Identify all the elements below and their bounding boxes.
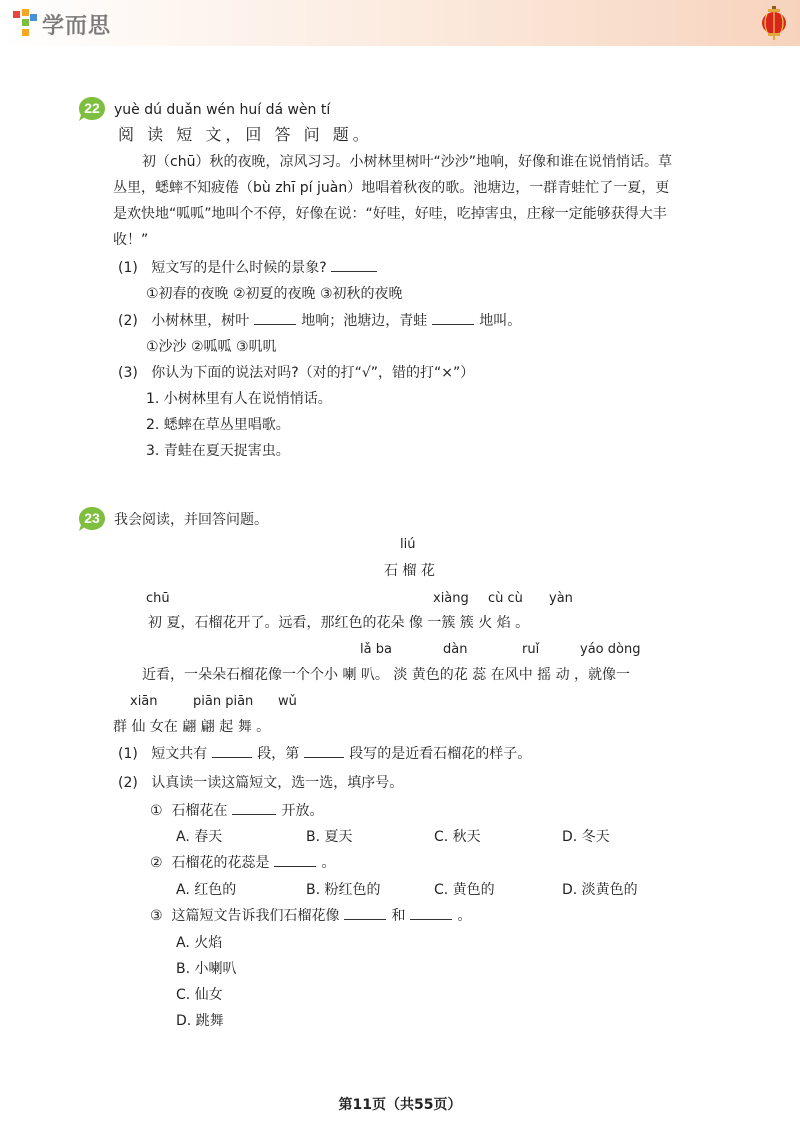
passage-line: 初 夏，石榴花开了。远看，那红色的花朵 像 一簇 簇 火 焰 。 xyxy=(148,615,530,631)
sub-question-1: (1) 短文写的是什么时候的景象? xyxy=(118,258,377,278)
sub-question-2: (2) 认真读一读这篇短文，选一选，填序号。 xyxy=(118,775,404,791)
pinyin: yàn xyxy=(549,591,573,606)
answer-blank[interactable] xyxy=(304,757,344,758)
sub-question-3: (3) 你认为下面的说法对吗?（对的打“√”，错的打“×”） xyxy=(118,365,475,381)
pinyin: dàn xyxy=(443,642,468,657)
answer-blank[interactable] xyxy=(274,866,316,867)
logo-text: 学而思 xyxy=(42,13,112,39)
answer-blank[interactable] xyxy=(410,919,452,920)
options: ①初春的夜晚 ②初夏的夜晚 ③初秋的夜晚 xyxy=(146,286,403,302)
statement-item: 3. 青蛙在夏天捉害虫。 xyxy=(146,443,290,459)
statement-item: 2. 蟋蟀在草丛里唱歌。 xyxy=(146,417,290,433)
pinyin: wǔ xyxy=(278,694,297,709)
pinyin: ruǐ xyxy=(522,642,540,657)
option: C. 秋天 xyxy=(434,829,481,845)
option: B. 小喇叭 xyxy=(176,961,237,977)
passage-line: 丛里，蟋蟀不知疲倦（bù zhī pí juàn）地唱着秋夜的歌。池塘边，一群青蛙忙了一夏，更 xyxy=(113,180,670,196)
pinyin: chū xyxy=(146,591,170,606)
option: C. 仙女 xyxy=(176,987,223,1003)
passage-line: 收！” xyxy=(113,232,149,248)
lantern-icon xyxy=(760,6,788,40)
pinyin: lǎ ba xyxy=(360,642,392,657)
option: D. 跳舞 xyxy=(176,1013,224,1029)
page-header xyxy=(0,0,800,46)
page-number: 第11页（共55页） xyxy=(338,1097,462,1113)
logo xyxy=(12,8,111,40)
sub-question-1: (1) 短文共有 段，第 段写的是近看石榴花的样子。 xyxy=(118,746,532,762)
question-number-badge xyxy=(78,96,106,122)
title-pinyin: yuè dú duǎn wén huí dá wèn tí xyxy=(114,102,331,118)
option: C. 黄色的 xyxy=(434,882,495,898)
options: ①沙沙 ②呱呱 ③叽叽 xyxy=(146,339,277,355)
option: A. 红色的 xyxy=(176,882,237,898)
answer-blank[interactable] xyxy=(432,324,474,325)
answer-blank[interactable] xyxy=(331,271,377,272)
answer-blank[interactable] xyxy=(212,757,252,758)
logo-icon xyxy=(12,9,38,39)
passage-line: 近看，一朵朵石榴花像一个个小 喇 叭。 淡 黄色的花 蕊 在风中 摇 动 ，就像一 xyxy=(142,667,631,683)
option: B. 粉红色的 xyxy=(306,882,381,898)
pinyin: yáo dòng xyxy=(580,642,641,657)
pinyin: xiān xyxy=(130,694,158,709)
choice-question: ① 石榴花在 开放。 xyxy=(150,803,324,819)
passage-title: 石 榴 花 xyxy=(384,563,435,579)
answer-blank[interactable] xyxy=(344,919,386,920)
option: A. 火焰 xyxy=(176,935,223,951)
statement-item: 1. 小树林里有人在说悄悄话。 xyxy=(146,391,332,407)
question-title: 阅 读 短 文，回 答 问 题。 xyxy=(118,125,373,144)
choice-question: ② 石榴花的花蕊是 。 xyxy=(150,855,336,871)
question-number: 22 xyxy=(84,100,100,116)
answer-blank[interactable] xyxy=(232,814,276,815)
passage-line: 群 仙 女在 翩 翩 起 舞 。 xyxy=(113,719,271,735)
option: D. 淡黄色的 xyxy=(562,882,638,898)
pinyin: piān piān xyxy=(193,694,254,709)
option: A. 春天 xyxy=(176,829,223,845)
question-number-badge xyxy=(78,506,106,532)
pinyin: cù cù xyxy=(488,591,523,606)
option: B. 夏天 xyxy=(306,829,353,845)
pinyin: xiàng xyxy=(433,591,469,606)
answer-blank[interactable] xyxy=(254,324,296,325)
title-pinyin: liú xyxy=(400,537,416,552)
question-number: 23 xyxy=(84,510,100,526)
question-intro: 我会阅读，并回答问题。 xyxy=(114,512,268,528)
passage-line: 初（chū）秋的夜晚，凉风习习。小树林里树叶“沙沙”地响，好像和谁在说悄悄话。草 xyxy=(142,154,672,170)
option: D. 冬天 xyxy=(562,829,610,845)
passage-line: 是欢快地“呱呱”地叫个不停，好像在说：“好哇，好哇，吃掉害虫，庄稼一定能够获得大丰 xyxy=(113,206,667,222)
choice-question: ③ 这篇短文告诉我们石榴花像 和 。 xyxy=(150,908,472,924)
sub-question-2: (2) 小树林里，树叶 地响；池塘边，青蛙 地叫。 xyxy=(118,313,522,329)
